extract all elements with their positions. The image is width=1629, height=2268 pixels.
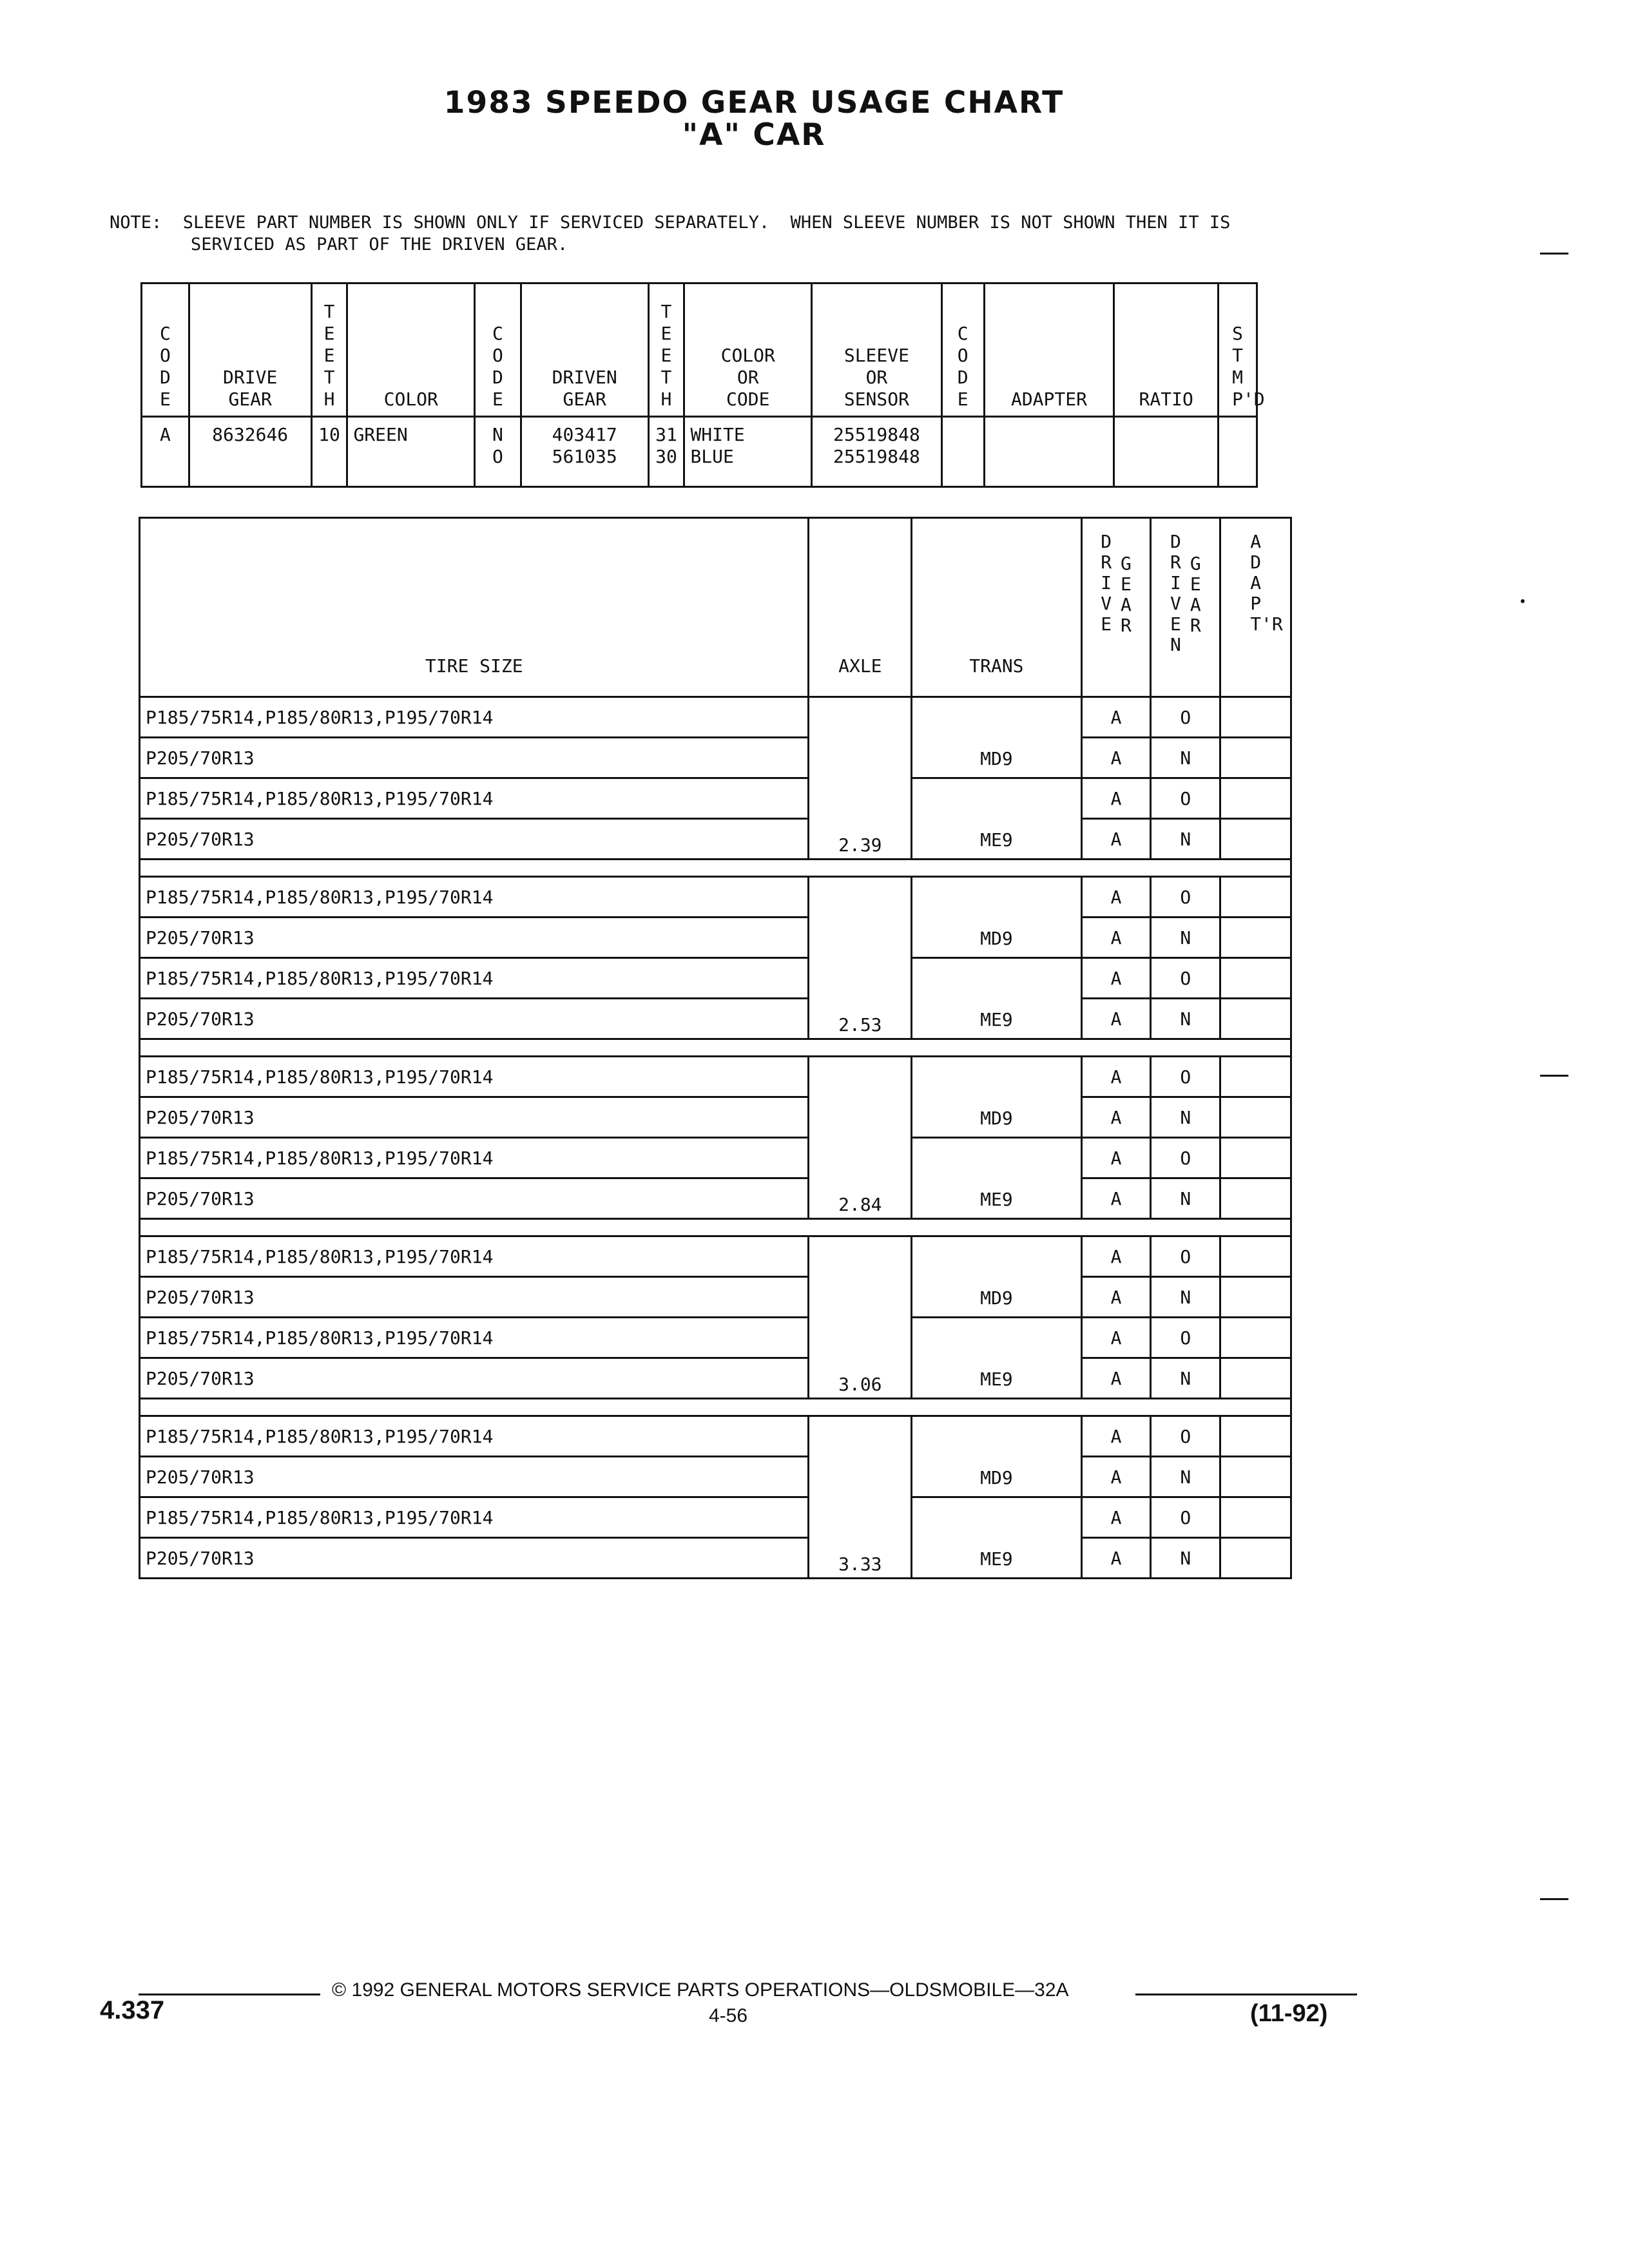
cell-driven-gear: N bbox=[1151, 918, 1220, 958]
footer-left-number: 4.337 bbox=[100, 1996, 165, 2024]
cell-drive-gear: A bbox=[1081, 778, 1151, 819]
cell-driven-gear: O bbox=[1151, 697, 1220, 738]
group-separator bbox=[140, 1039, 1291, 1057]
cell-tire-size: P185/75R14,P185/80R13,P195/70R14 bbox=[140, 778, 809, 819]
group-separator bbox=[140, 1399, 1291, 1416]
table-row bbox=[140, 1497, 1291, 1538]
cell-drive-gear: A bbox=[1081, 1057, 1151, 1097]
cell-driven-gear: N bbox=[1151, 1277, 1220, 1318]
table-row bbox=[140, 1057, 1291, 1097]
table-row bbox=[140, 999, 1291, 1039]
note-label: NOTE: bbox=[110, 213, 162, 233]
header-code: CODE bbox=[159, 323, 171, 410]
cell-driven-code: N bbox=[492, 424, 503, 445]
cell-trans: MD9 bbox=[912, 1236, 1081, 1318]
cell-adapter bbox=[1220, 1416, 1291, 1457]
cell-adapter bbox=[1220, 1358, 1291, 1399]
cell-driven-gear: O bbox=[1151, 1057, 1220, 1097]
table-row bbox=[140, 1178, 1291, 1219]
cell-adapter bbox=[1220, 1318, 1291, 1358]
cell-axle: 3.06 bbox=[809, 1236, 912, 1399]
header-adapter bbox=[1220, 518, 1291, 697]
header-driven-gear-1: DRIVEN bbox=[552, 367, 617, 388]
cell-drive-gear: A bbox=[1081, 1358, 1151, 1399]
cell-tire-size: P185/75R14,P185/80R13,P195/70R14 bbox=[140, 1057, 809, 1097]
table-row bbox=[140, 1277, 1291, 1318]
table-row bbox=[140, 697, 1291, 738]
cell-trans: ME9 bbox=[912, 1138, 1081, 1219]
header-driven-gear-a: DRIVEN bbox=[1170, 531, 1181, 655]
header-teeth: TEETH bbox=[323, 301, 335, 410]
cell-adapter bbox=[1220, 778, 1291, 819]
header-color-code-3: CODE bbox=[726, 389, 770, 410]
cell-tire-size: P185/75R14,P185/80R13,P195/70R14 bbox=[140, 697, 809, 738]
header-sleeve-3: SENSOR bbox=[843, 389, 909, 410]
margin-mark bbox=[1540, 1898, 1568, 1900]
cell-driven-code: O bbox=[492, 446, 503, 467]
cell-tire-size: P205/70R13 bbox=[140, 1358, 809, 1399]
cell-color: GREEN bbox=[347, 417, 475, 487]
cell-driven-gear: N bbox=[1151, 1358, 1220, 1399]
gear-table bbox=[140, 282, 1265, 488]
header-drive-gear-1: DRIVE bbox=[223, 367, 278, 388]
cell-tire-size: P205/70R13 bbox=[140, 1097, 809, 1138]
cell-driven-teeth: 31 bbox=[655, 424, 677, 445]
cell-trans: ME9 bbox=[912, 778, 1081, 860]
table-row bbox=[140, 1538, 1291, 1579]
usage-table bbox=[139, 517, 1292, 1579]
cell-drive-gear: A bbox=[1081, 1277, 1151, 1318]
cell-tire-size: P185/75R14,P185/80R13,P195/70R14 bbox=[140, 1318, 809, 1358]
group-separator bbox=[140, 1219, 1291, 1236]
cell-adapter bbox=[1220, 918, 1291, 958]
cell-axle: 2.39 bbox=[809, 697, 912, 860]
cell-drive-gear: A bbox=[1081, 999, 1151, 1039]
cell-adapter bbox=[1220, 697, 1291, 738]
cell-driven-gear: O bbox=[1151, 1138, 1220, 1178]
footer-rule-left bbox=[139, 1994, 320, 1995]
header-axle: AXLE bbox=[809, 518, 912, 697]
separator-cell bbox=[140, 860, 1291, 877]
header-sleeve-1: SLEEVE bbox=[843, 345, 909, 366]
note-line-1: SLEEVE PART NUMBER IS SHOWN ONLY IF SERVICED SEPARATELY. WHEN SLEEVE NUMBER IS NOT SHOWN THEN IT IS bbox=[182, 213, 1231, 233]
cell-ratio bbox=[1114, 417, 1219, 487]
cell-adapter bbox=[1220, 1138, 1291, 1178]
cell-tire-size: P185/75R14,P185/80R13,P195/70R14 bbox=[140, 1236, 809, 1277]
table-row bbox=[140, 738, 1291, 778]
cell-adapter bbox=[1220, 1497, 1291, 1538]
header-teeth-2: TEETH bbox=[660, 301, 672, 410]
group-separator bbox=[140, 860, 1291, 877]
table-row bbox=[140, 1236, 1291, 1277]
cell-tire-size: P185/75R14,P185/80R13,P195/70R14 bbox=[140, 958, 809, 999]
header-code-3: CODE bbox=[957, 323, 969, 410]
table-row bbox=[140, 1457, 1291, 1497]
cell-axle: 2.84 bbox=[809, 1057, 912, 1219]
footer-page-number: 4-56 bbox=[709, 2005, 748, 2026]
cell-driven-gear: 403417 bbox=[552, 424, 617, 445]
cell-driven-gear: N bbox=[1151, 1178, 1220, 1219]
cell-driven-gear: N bbox=[1151, 999, 1220, 1039]
cell-tire-size: P205/70R13 bbox=[140, 738, 809, 778]
cell-code-3 bbox=[941, 417, 984, 487]
cell-adapter bbox=[1220, 819, 1291, 860]
table-row bbox=[140, 877, 1291, 918]
note-line-2: SERVICED AS PART OF THE DRIVEN GEAR. bbox=[191, 235, 568, 255]
cell-drive-gear: A bbox=[1081, 738, 1151, 778]
usage-body bbox=[140, 697, 1291, 1579]
header-color-code-1: COLOR bbox=[720, 345, 775, 366]
table-row bbox=[140, 1416, 1291, 1457]
cell-driven-color: BLUE bbox=[690, 446, 734, 467]
cell-adapter bbox=[1220, 1538, 1291, 1579]
margin-mark bbox=[1540, 253, 1568, 255]
header-driven-gear-b: GEAR bbox=[1190, 553, 1201, 636]
cell-adapter bbox=[1220, 1178, 1291, 1219]
cell-adapter bbox=[1220, 958, 1291, 999]
cell-tire-size: P205/70R13 bbox=[140, 1178, 809, 1219]
cell-trans: ME9 bbox=[912, 1318, 1081, 1399]
cell-trans: MD9 bbox=[912, 1416, 1081, 1497]
cell-adapter bbox=[984, 417, 1114, 487]
page-title: 1983 SPEEDO GEAR USAGE CHART bbox=[443, 85, 1065, 120]
header-sleeve-2: OR bbox=[865, 367, 888, 388]
header-code-2: CODE bbox=[492, 323, 503, 410]
header-drive-gear-b: GEAR bbox=[1121, 553, 1132, 636]
table-row bbox=[140, 1318, 1291, 1358]
header-adapter-text: ADAPT'R bbox=[1250, 531, 1283, 635]
header-adapter: ADAPTER bbox=[1010, 389, 1087, 410]
cell-drive-gear: A bbox=[1081, 1457, 1151, 1497]
header-driven-gear bbox=[1151, 518, 1220, 697]
table-row bbox=[140, 1358, 1291, 1399]
cell-driven-gear: N bbox=[1151, 738, 1220, 778]
separator-cell bbox=[140, 1219, 1291, 1236]
cell-drive-gear: A bbox=[1081, 1097, 1151, 1138]
cell-drive-gear: A bbox=[1081, 1178, 1151, 1219]
footer-rule-right bbox=[1135, 1994, 1357, 1995]
header-drive-gear-a: DRIVE bbox=[1101, 531, 1112, 635]
cell-drive-gear: A bbox=[1081, 1497, 1151, 1538]
cell-sleeve: 25519848 bbox=[833, 424, 920, 445]
cell-teeth: 10 bbox=[311, 417, 347, 487]
header-drive-gear-2: GEAR bbox=[228, 389, 272, 410]
cell-adapter bbox=[1220, 1097, 1291, 1138]
cell-axle: 2.53 bbox=[809, 877, 912, 1039]
cell-adapter bbox=[1220, 1277, 1291, 1318]
cell-drive-gear: A bbox=[1081, 958, 1151, 999]
cell-driven-gear: O bbox=[1151, 1497, 1220, 1538]
table-row bbox=[140, 958, 1291, 999]
cell-tire-size: P205/70R13 bbox=[140, 819, 809, 860]
cell-axle: 3.33 bbox=[809, 1416, 912, 1579]
cell-trans: MD9 bbox=[912, 1057, 1081, 1138]
cell-driven-gear: O bbox=[1151, 1236, 1220, 1277]
footer-date: (11-92) bbox=[1250, 2000, 1328, 2027]
cell-drive-gear: A bbox=[1081, 1538, 1151, 1579]
cell-adapter bbox=[1220, 1057, 1291, 1097]
page-subtitle: "A" CAR bbox=[682, 117, 826, 153]
table-row bbox=[140, 819, 1291, 860]
cell-driven-gear: N bbox=[1151, 1538, 1220, 1579]
cell-drive-gear: A bbox=[1081, 819, 1151, 860]
cell-adapter bbox=[1220, 1236, 1291, 1277]
cell-tire-size: P185/75R14,P185/80R13,P195/70R14 bbox=[140, 1497, 809, 1538]
cell-drive-gear: A bbox=[1081, 1236, 1151, 1277]
cell-drive-gear: A bbox=[1081, 918, 1151, 958]
cell-driven-gear: O bbox=[1151, 778, 1220, 819]
cell-drive-gear: 8632646 bbox=[189, 417, 311, 487]
cell-adapter bbox=[1220, 877, 1291, 918]
cell-tire-size: P185/75R14,P185/80R13,P195/70R14 bbox=[140, 877, 809, 918]
header-color-code-2: OR bbox=[737, 367, 759, 388]
cell-tire-size: P205/70R13 bbox=[140, 1538, 809, 1579]
cell-adapter bbox=[1220, 999, 1291, 1039]
cell-adapter bbox=[1220, 1457, 1291, 1497]
separator-cell bbox=[140, 1039, 1291, 1057]
header-ratio: RATIO bbox=[1139, 389, 1193, 410]
note-block bbox=[110, 213, 1230, 256]
cell-tire-size: P205/70R13 bbox=[140, 1457, 809, 1497]
header-color: COLOR bbox=[383, 389, 438, 410]
cell-tire-size: P185/75R14,P185/80R13,P195/70R14 bbox=[140, 1416, 809, 1457]
cell-trans: ME9 bbox=[912, 1497, 1081, 1579]
cell-driven-gear: N bbox=[1151, 1097, 1220, 1138]
cell-adapter bbox=[1220, 738, 1291, 778]
cell-trans: MD9 bbox=[912, 877, 1081, 958]
cell-driven-teeth: 30 bbox=[655, 446, 677, 467]
margin-dot bbox=[1521, 599, 1525, 603]
table-row bbox=[140, 778, 1291, 819]
cell-trans: MD9 bbox=[912, 697, 1081, 778]
cell-driven-gear: O bbox=[1151, 1318, 1220, 1358]
cell-driven-gear: O bbox=[1151, 958, 1220, 999]
cell-tire-size: P205/70R13 bbox=[140, 1277, 809, 1318]
cell-tire-size: P205/70R13 bbox=[140, 999, 809, 1039]
cell-tire-size: P185/75R14,P185/80R13,P195/70R14 bbox=[140, 1138, 809, 1178]
header-driven-gear-2: GEAR bbox=[563, 389, 606, 410]
cell-driven-gear: O bbox=[1151, 877, 1220, 918]
table-row bbox=[140, 1097, 1291, 1138]
header-drive-gear bbox=[1081, 518, 1151, 697]
cell-drive-gear: A bbox=[1081, 877, 1151, 918]
cell-stmpd bbox=[1219, 417, 1257, 487]
header-stmpd: STMP'D bbox=[1232, 323, 1265, 410]
separator-cell bbox=[140, 1399, 1291, 1416]
cell-driven-color: WHITE bbox=[690, 424, 745, 445]
header-tire-size: TIRE SIZE bbox=[140, 518, 809, 697]
footer-copyright: © 1992 GENERAL MOTORS SERVICE PARTS OPERATIONS—OLDSMOBILE—32A bbox=[332, 1979, 1069, 2001]
header-trans: TRANS bbox=[912, 518, 1081, 697]
cell-sleeve: 25519848 bbox=[833, 446, 920, 467]
cell-driven-gear: N bbox=[1151, 1457, 1220, 1497]
cell-drive-gear: A bbox=[1081, 1318, 1151, 1358]
cell-driven-gear: 561035 bbox=[552, 446, 617, 467]
table-row bbox=[140, 1138, 1291, 1178]
table-row bbox=[140, 918, 1291, 958]
cell-drive-gear: A bbox=[1081, 697, 1151, 738]
cell-drive-gear: A bbox=[1081, 1416, 1151, 1457]
cell-trans: ME9 bbox=[912, 958, 1081, 1039]
cell-drive-gear: A bbox=[1081, 1138, 1151, 1178]
margin-mark bbox=[1540, 1075, 1568, 1077]
cell-tire-size: P205/70R13 bbox=[140, 918, 809, 958]
cell-driven-gear: N bbox=[1151, 819, 1220, 860]
cell-code: A bbox=[142, 417, 189, 487]
cell-driven-gear: O bbox=[1151, 1416, 1220, 1457]
